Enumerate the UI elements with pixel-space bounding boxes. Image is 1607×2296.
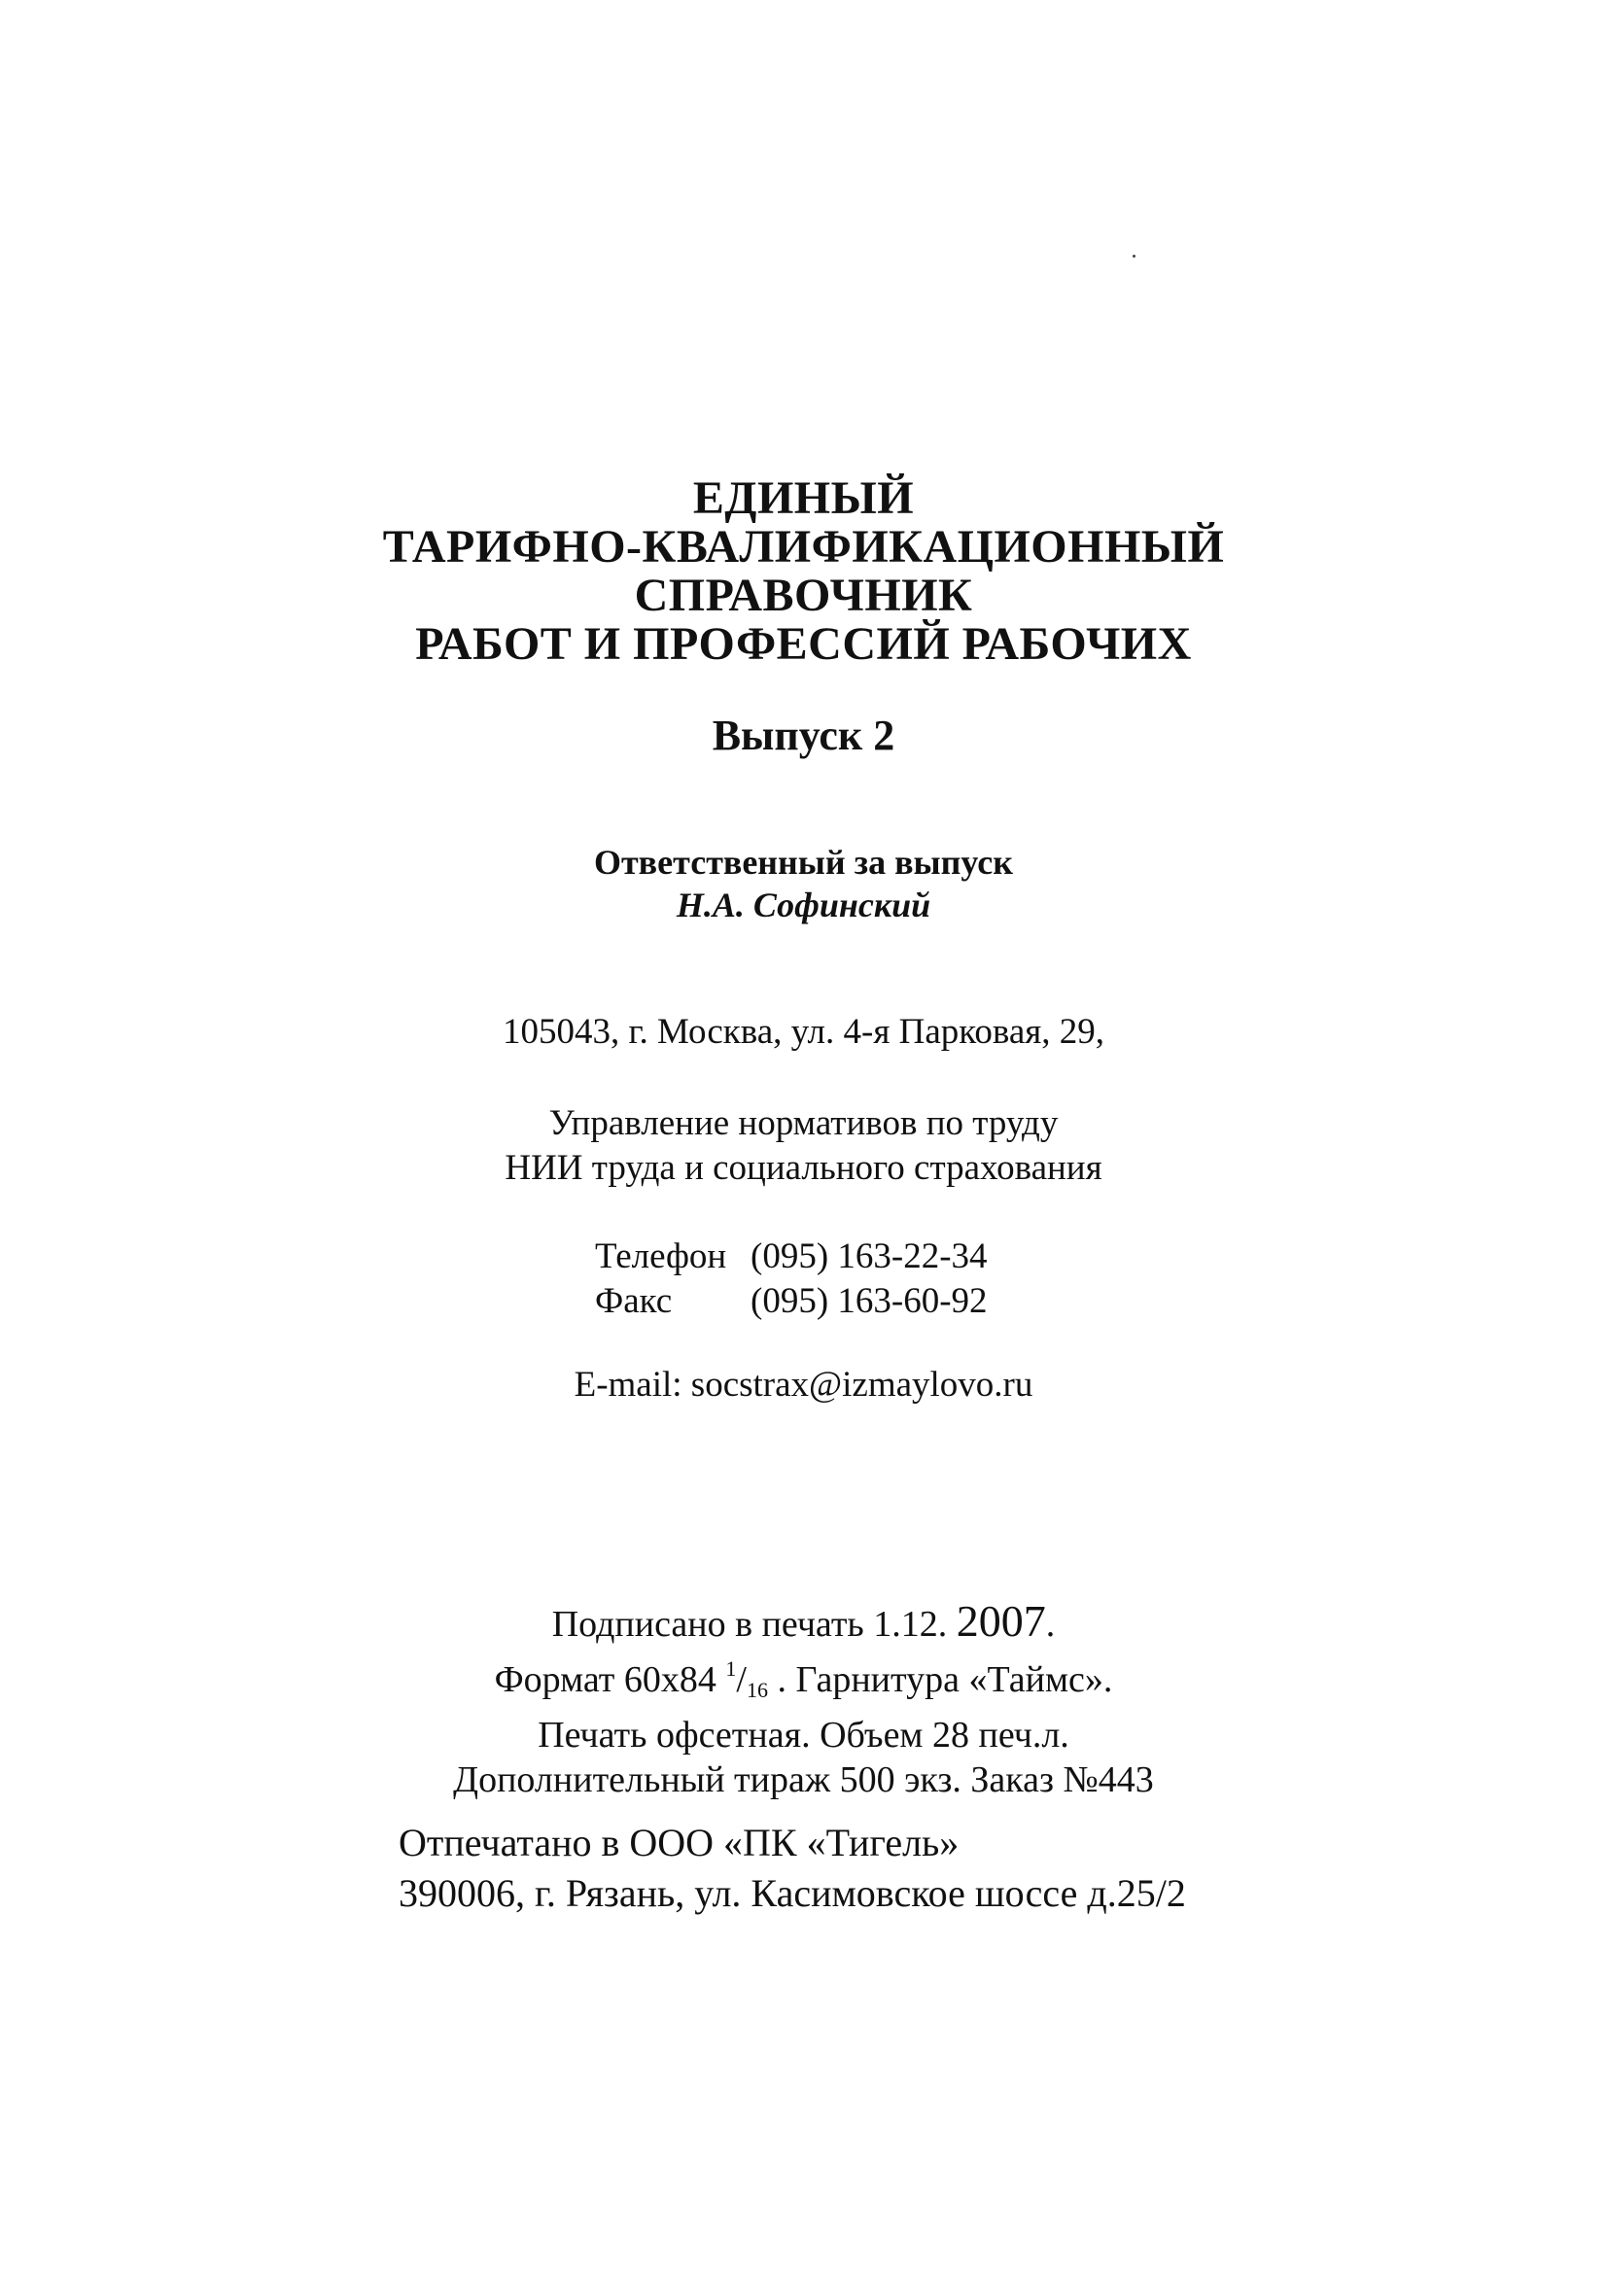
fax-row (595, 1279, 988, 1324)
postal-address: 105043, г. Москва, ул. 4-я Парковая, 29, (502, 1012, 1105, 1052)
title-line: ТАРИФНО-КВАЛИФИКАЦИОННЫЙ (382, 521, 1225, 573)
organization (0, 1101, 1607, 1191)
editor-name: Н.А. Софинский (676, 886, 931, 924)
issue-number: Выпуск 2 (712, 712, 895, 759)
format-fraction-denominator: 16 (746, 1678, 768, 1702)
editor-block (0, 841, 1607, 926)
format-prefix: Формат 60x84 (494, 1659, 716, 1700)
phone-number: (095) 163-22-34 (751, 1236, 988, 1276)
organization-line: Управление нормативов по труду (548, 1103, 1059, 1143)
printer-line: 390006, г. Рязань, ул. Касимовское шоссе д.25/2 (399, 1871, 1186, 1915)
print-line: Печать офсетная. Объем 28 печ.л. (538, 1715, 1069, 1756)
title-line: СПРАВОЧНИК (634, 570, 973, 621)
fax-number: (095) 163-60-92 (751, 1281, 988, 1321)
publication-details (0, 1596, 1607, 1802)
format-fraction-numerator: 1 (725, 1656, 737, 1681)
signed-line (0, 1596, 1607, 1647)
format-suffix: . Гарнитура «Таймс». (777, 1659, 1113, 1700)
contacts (595, 1235, 988, 1324)
printer-info (399, 1818, 1186, 1919)
signed-year: 2007 (956, 1596, 1046, 1646)
phone-row (595, 1235, 988, 1279)
book-title (0, 474, 1607, 669)
scan-speck (1133, 255, 1135, 258)
signed-date: Подписано в печать 1.12. (551, 1604, 948, 1645)
run-line: Дополнительный тираж 500 экз. Заказ №443 (453, 1759, 1154, 1800)
format-line: Формат 60x84 $^1/_{16}$ . Гарнитура «Таймс». (494, 1656, 1113, 1702)
title-line: РАБОТ И ПРОФЕССИЙ РАБОЧИХ (415, 618, 1192, 670)
signed-suffix: . (1045, 1604, 1056, 1645)
fax-label: Факс (595, 1281, 673, 1321)
title-line: ЕДИНЫЙ (692, 472, 915, 524)
organization-line: НИИ труда и социального страхования (505, 1148, 1102, 1188)
editor-label: Ответственный за выпуск (593, 843, 1013, 882)
email: E-mail: socstrax@izmaylovo.ru (574, 1365, 1033, 1405)
phone-label: Телефон (595, 1236, 727, 1276)
printer-line: Отпечатано в ООО «ПК «Тигель» (399, 1821, 960, 1864)
